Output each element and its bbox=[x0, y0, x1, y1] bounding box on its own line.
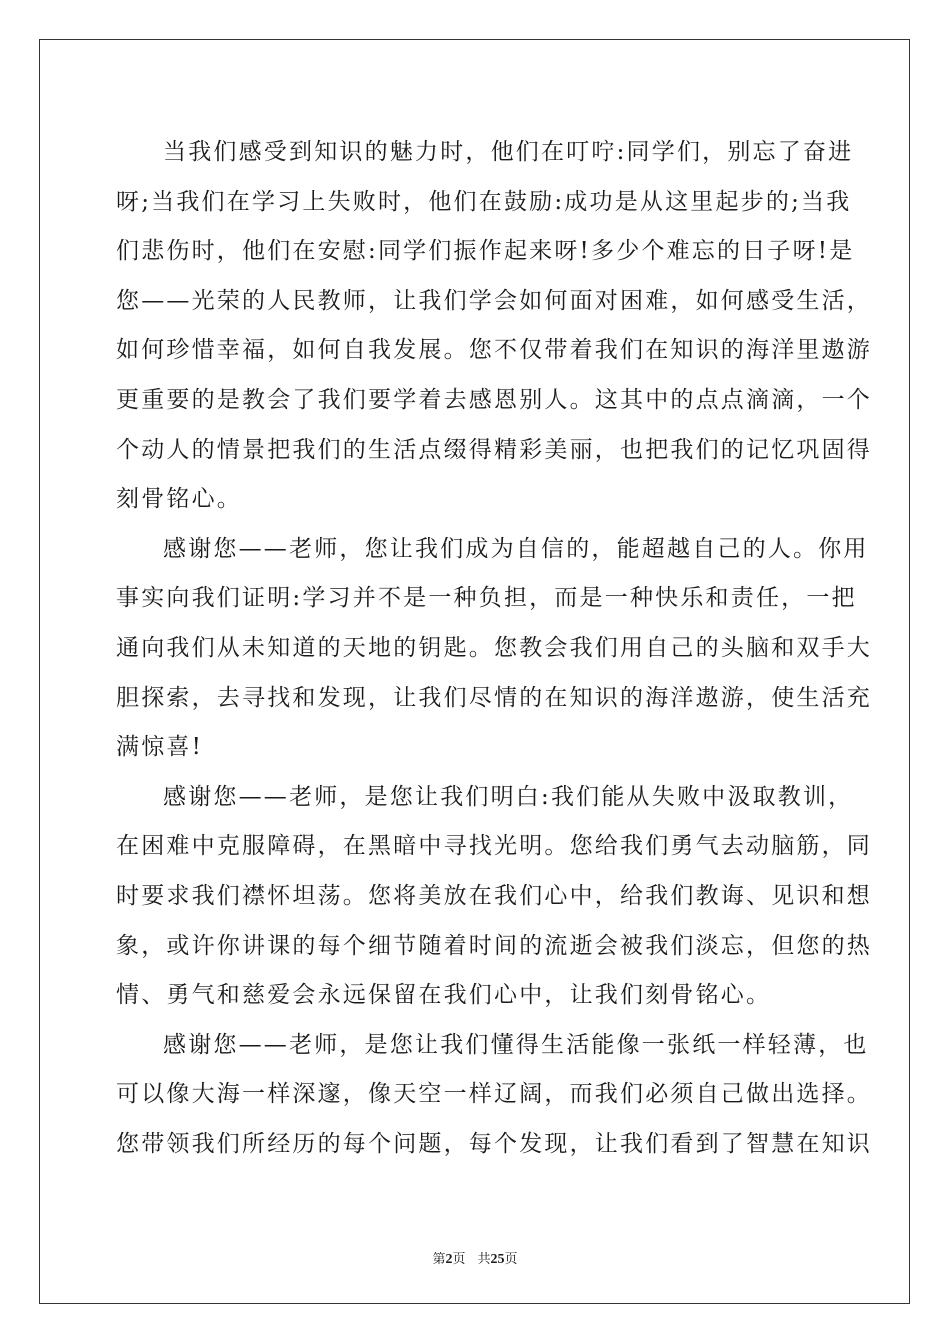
paragraph-2-line-1: 感谢您——老师，您让我们成为自信的，能超越自己的人。你用 bbox=[163, 535, 869, 562]
paragraph-1-line-7: 个动人的情景把我们的生活点缀得精彩美丽，也把我们的记忆巩固得 bbox=[116, 436, 872, 463]
footer-page-suffix: 页 bbox=[452, 1252, 466, 1267]
footer-page-prefix: 第 bbox=[432, 1252, 446, 1267]
paragraph-4-line-2: 可以像大海一样深邃，像天空一样辽阔，而我们必须自己做出选择。 bbox=[116, 1081, 872, 1108]
footer-page-number: 2 bbox=[445, 1252, 453, 1267]
paragraph-1-line-8: 刻骨铭心。 bbox=[116, 486, 242, 513]
page-footer bbox=[0, 1248, 950, 1268]
document-body bbox=[116, 128, 872, 1169]
paragraph-2-line-3: 通向我们从未知道的天地的钥匙。您教会我们用自己的头脑和双手大 bbox=[116, 634, 872, 661]
paragraph-4-line-1: 感谢您——老师，是您让我们懂得生活能像一张纸一样轻薄，也 bbox=[163, 1031, 869, 1058]
paragraph-1-line-2: 呀;当我们在学习上失败时，他们在鼓励:成功是从这里起步的;当我 bbox=[116, 188, 852, 215]
paragraph-1-line-5: 如何珍惜幸福，如何自我发展。您不仅带着我们在知识的海洋里遨游 bbox=[116, 337, 872, 364]
paragraph-3-line-2: 在困难中克服障碍，在黑暗中寻找光明。您给我们勇气去动脑筋，同 bbox=[116, 833, 872, 860]
paragraph-3-line-1: 感谢您——老师，是您让我们明白:我们能从失败中汲取教训， bbox=[163, 783, 854, 810]
footer-total-suffix: 页 bbox=[504, 1252, 518, 1267]
paragraph-2-line-2: 事实向我们证明:学习并不是一种负担，而是一种快乐和责任，一把 bbox=[116, 585, 857, 612]
paragraph-3-line-4: 象，或许你讲课的每个细节随着时间的流逝会被我们淡忘，但您的热 bbox=[116, 932, 872, 959]
paragraph-3-line-3: 时要求我们襟怀坦荡。您将美放在我们心中，给我们教诲、见识和想 bbox=[116, 882, 872, 909]
paragraph-1-line-6: 更重要的是教会了我们要学着去感恩别人。这其中的点点滴滴，一个 bbox=[116, 386, 872, 413]
footer-total-prefix: 共 bbox=[477, 1252, 491, 1267]
paragraph-1-line-1: 当我们感受到知识的魅力时，他们在叮咛:同学们，别忘了奋进 bbox=[163, 139, 854, 165]
paragraph-1-line-3: 们悲伤时，他们在安慰:同学们振作起来呀!多少个难忘的日子呀!是 bbox=[116, 238, 855, 265]
paragraph-2-line-5: 满惊喜! bbox=[116, 734, 204, 761]
paragraph-4-line-3: 您带领我们所经历的每个问题，每个发现，让我们看到了智慧在知识 bbox=[116, 1130, 872, 1157]
paragraph-2-line-4: 胆探索，去寻找和发现，让我们尽情的在知识的海洋遨游，使生活充 bbox=[116, 684, 872, 711]
footer-total-pages: 25 bbox=[490, 1252, 505, 1267]
paragraph-3-line-5: 情、勇气和慈爱会永远保留在我们心中，让我们刻骨铭心。 bbox=[116, 982, 772, 1009]
paragraph-1-line-4: 您——光荣的人民教师，让我们学会如何面对困难，如何感受生活， bbox=[116, 287, 872, 314]
